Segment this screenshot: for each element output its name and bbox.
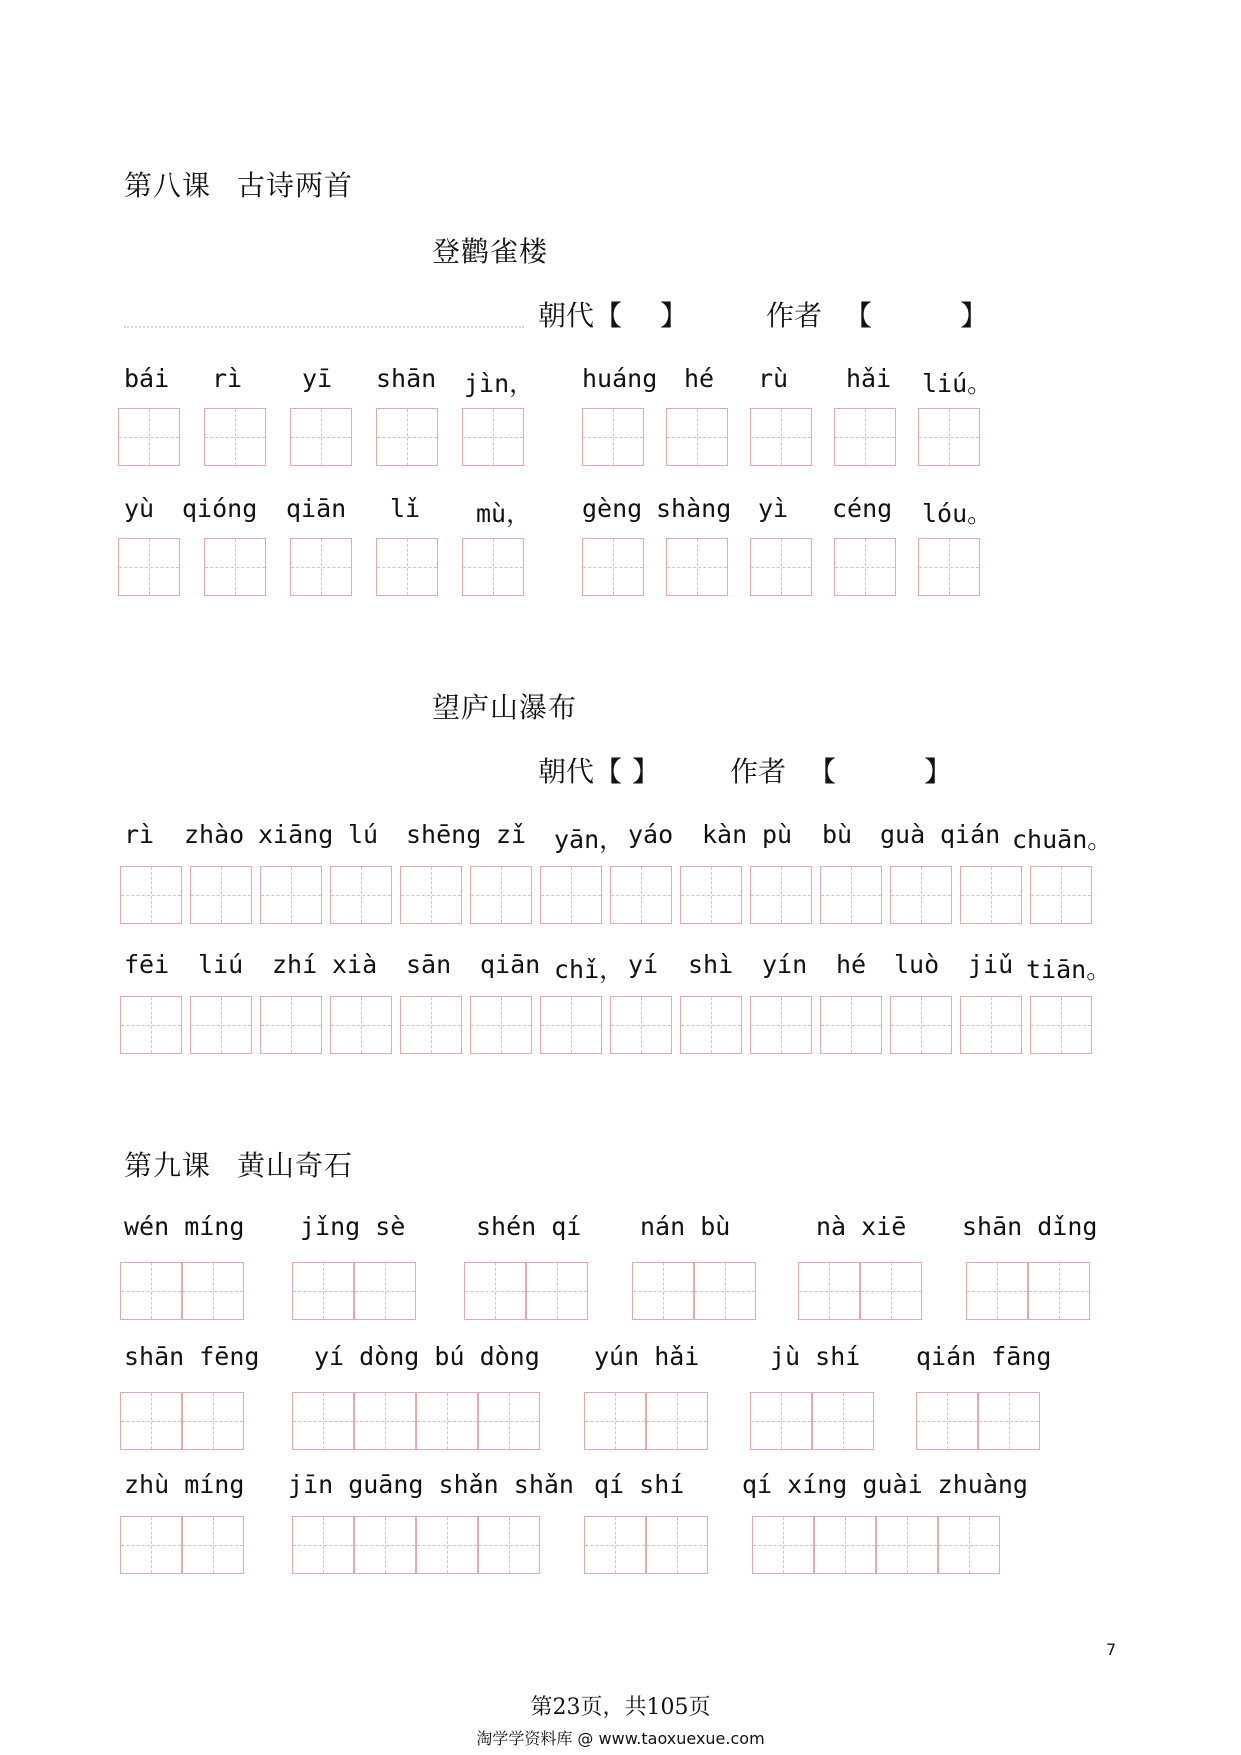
writing-cell[interactable] [120,1262,182,1320]
pinyin-syllable: hǎi [846,364,892,393]
writing-cell[interactable] [890,866,952,924]
poem-1-line-1-grid [0,408,1241,468]
poem-2-line-2-pinyin [0,950,1241,990]
pinyin-word: nán bù [640,1212,731,1241]
writing-cell[interactable] [938,1516,1000,1574]
writing-cell[interactable] [478,1392,540,1450]
lesson-9-row-3-grid [0,1516,1241,1576]
writing-cell[interactable] [646,1516,708,1574]
pinyin-syllable: xiāng [258,820,334,849]
pinyin-word: shén qí [476,1212,582,1241]
author-close: 】 [960,299,989,332]
pinyin-syllable: shàng [656,494,732,523]
lesson-9-subtitle: 黄山奇石 [237,1149,354,1182]
pinyin-syllable: yù [124,494,155,523]
writing-cell[interactable] [540,996,602,1054]
dynasty-label: 朝代【 [538,755,623,788]
pinyin-syllable: qiān [480,950,541,979]
writing-cell[interactable] [292,1262,354,1320]
lesson-9-row-1-pinyin [0,1212,1241,1252]
writing-cell[interactable] [750,996,812,1054]
pinyin-syllable: lú [348,820,379,849]
lesson-9-heading [124,1144,353,1184]
writing-cell[interactable] [978,1392,1040,1450]
pinyin-syllable: lǐ [390,494,421,523]
writing-cell[interactable] [820,996,882,1054]
pinyin-syllable: yáo [628,820,674,849]
pinyin-syllable: guà [880,820,926,849]
poem-1-line-1-pinyin [0,364,1241,404]
pinyin-syllable: hé [684,364,715,393]
lesson-8-title: 第八课 [124,169,212,202]
pinyin-syllable: tiān。 [1026,955,1112,984]
pinyin-syllable: zhí [272,950,318,979]
pinyin-syllable: yín [762,950,808,979]
writing-cell[interactable] [750,408,812,466]
pinyin-syllable: yān， [554,825,625,854]
writing-cell[interactable] [584,1516,646,1574]
author-label: 作者 [766,299,823,332]
writing-cell[interactable] [890,996,952,1054]
pinyin-syllable: xià [332,950,378,979]
writing-cell[interactable] [584,1392,646,1450]
poem-2-line-1-grid [0,866,1241,926]
writing-cell[interactable] [120,866,182,924]
writing-cell[interactable] [814,1516,876,1574]
pinyin-syllable: qiān [286,494,347,523]
writing-cell[interactable] [478,1516,540,1574]
page-number: 7 [1106,1640,1117,1659]
dynasty-close: 】 [632,755,661,788]
writing-cell[interactable] [190,866,252,924]
author-close: 】 [924,755,953,788]
pinyin-word: jīn guāng shǎn shǎn [288,1470,574,1499]
lesson-9-row-3-pinyin [0,1470,1241,1510]
poem-1-line-2-pinyin [0,494,1241,534]
poem-1-meta [538,294,988,334]
writing-cell[interactable] [290,408,352,466]
writing-cell[interactable] [118,408,180,466]
poem-2-title: 望庐山瀑布 [432,691,578,724]
footer-site: 淘学学资料库 @ www.taoxuexue.com [476,1729,765,1748]
pinyin-word: zhù míng [124,1470,245,1499]
writing-cell[interactable] [632,1262,694,1320]
writing-cell[interactable] [1028,1262,1090,1320]
writing-cell[interactable] [260,996,322,1054]
pinyin-syllable: chuān。 [1012,825,1113,854]
pinyin-syllable: yì [758,494,789,523]
writing-cell[interactable] [376,538,438,596]
lesson-9-title: 第九课 [124,1149,212,1182]
pinyin-word: nà xiē [816,1212,907,1241]
writing-cell[interactable] [118,538,180,596]
pinyin-syllable: kàn [702,820,748,849]
author-open: 【 [844,299,873,332]
writing-cell[interactable] [960,996,1022,1054]
writing-cell[interactable] [966,1262,1028,1320]
pinyin-syllable: zhào [184,820,245,849]
poem-1-title: 登鹳雀楼 [432,235,549,268]
pinyin-syllable: liú [198,950,244,979]
pinyin-syllable: hé [836,950,867,979]
writing-cell[interactable] [190,996,252,1054]
writing-cell[interactable] [182,1516,244,1574]
pinyin-word: jǐng sè [300,1212,406,1241]
writing-cell[interactable] [290,538,352,596]
writing-cell[interactable] [960,866,1022,924]
dotted-leader [124,326,524,328]
writing-cell[interactable] [204,408,266,466]
writing-cell[interactable] [582,538,644,596]
writing-cell[interactable] [292,1516,354,1574]
pinyin-word: yí dòng bú dòng [314,1342,540,1371]
writing-cell[interactable] [464,1262,526,1320]
writing-cell[interactable] [204,538,266,596]
pinyin-syllable: bù [822,820,853,849]
writing-cell[interactable] [750,538,812,596]
writing-cell[interactable] [876,1516,938,1574]
writing-cell[interactable] [416,1516,478,1574]
pinyin-syllable: luò [894,950,940,979]
pinyin-syllable: jìn， [464,369,535,398]
pinyin-syllable: bái [124,364,170,393]
writing-cell[interactable] [812,1392,874,1450]
pinyin-syllable: shān [376,364,437,393]
pinyin-syllable: fēi [124,950,170,979]
writing-cell[interactable] [470,866,532,924]
writing-cell[interactable] [462,538,524,596]
pinyin-syllable: qióng [182,494,258,523]
writing-cell[interactable] [834,538,896,596]
writing-cell[interactable] [694,1262,756,1320]
dynasty-close: 】 [660,299,689,332]
pinyin-syllable: sān [406,950,452,979]
pinyin-word: qí shí [594,1470,685,1499]
writing-cell[interactable] [400,996,462,1054]
pinyin-syllable: gèng [582,494,643,523]
writing-cell[interactable] [330,866,392,924]
writing-cell[interactable] [376,408,438,466]
pinyin-syllable: liú。 [922,369,993,398]
writing-cell[interactable] [820,866,882,924]
lesson-9-row-2-pinyin [0,1342,1241,1382]
writing-cell[interactable] [120,996,182,1054]
writing-cell[interactable] [646,1392,708,1450]
pinyin-syllable: yī [302,364,333,393]
writing-cell[interactable] [918,538,980,596]
writing-cell[interactable] [400,866,462,924]
writing-cell[interactable] [1030,996,1092,1054]
pinyin-syllable: zǐ [496,820,527,849]
writing-cell[interactable] [610,866,672,924]
writing-cell[interactable] [182,1392,244,1450]
writing-cell[interactable] [120,1392,182,1450]
writing-cell[interactable] [860,1262,922,1320]
writing-cell[interactable] [354,1516,416,1574]
writing-cell[interactable] [918,408,980,466]
writing-cell[interactable] [798,1262,860,1320]
poem-2-meta [538,750,952,790]
writing-cell[interactable] [752,1516,814,1574]
pinyin-word: qián fāng [916,1342,1052,1371]
pinyin-syllable: rì [124,820,155,849]
writing-cell[interactable] [120,1516,182,1574]
writing-cell[interactable] [416,1392,478,1450]
writing-cell[interactable] [1030,866,1092,924]
writing-cell[interactable] [470,996,532,1054]
writing-cell[interactable] [260,866,322,924]
pinyin-syllable: jiǔ [968,950,1014,979]
pinyin-word: jù shí [770,1342,861,1371]
poem-2-line-1-pinyin [0,820,1241,860]
pinyin-syllable: shì [688,950,734,979]
writing-cell[interactable] [666,408,728,466]
pinyin-syllable: rì [212,364,243,393]
writing-cell[interactable] [834,408,896,466]
pinyin-syllable: rù [758,364,789,393]
author-label: 作者 [730,755,787,788]
writing-cell[interactable] [540,866,602,924]
footer-page-count: 第23页，共105页 [530,1695,711,1720]
pinyin-syllable: yí [628,950,659,979]
pinyin-syllable: qián [940,820,1001,849]
pinyin-syllable: lóu。 [922,499,993,528]
pinyin-syllable: pù [762,820,793,849]
poem-1-line-2-grid [0,538,1241,598]
writing-cell[interactable] [666,538,728,596]
writing-cell[interactable] [462,408,524,466]
poem-2-line-2-grid [0,996,1241,1056]
writing-cell[interactable] [292,1392,354,1450]
pinyin-word: wén míng [124,1212,245,1241]
pinyin-word: shān fēng [124,1342,260,1371]
writing-cell[interactable] [526,1262,588,1320]
pinyin-word: shān dǐng [962,1212,1098,1241]
pinyin-word: qí xíng guài zhuàng [742,1470,1028,1499]
lesson-8-subtitle: 古诗两首 [237,169,354,202]
pinyin-syllable: shēng [406,820,482,849]
lesson-8-heading [124,164,353,204]
pinyin-syllable: mù， [476,499,532,528]
lesson-9-row-2-grid [0,1392,1241,1452]
writing-cell[interactable] [610,996,672,1054]
writing-cell[interactable] [750,866,812,924]
pinyin-syllable: chǐ， [554,955,625,984]
author-open: 【 [808,755,837,788]
writing-cell[interactable] [582,408,644,466]
writing-cell[interactable] [680,866,742,924]
writing-cell[interactable] [182,1262,244,1320]
writing-cell[interactable] [680,996,742,1054]
writing-cell[interactable] [750,1392,812,1450]
lesson-9-row-1-grid [0,1262,1241,1322]
pinyin-syllable: céng [832,494,893,523]
writing-cell[interactable] [916,1392,978,1450]
writing-cell[interactable] [330,996,392,1054]
writing-cell[interactable] [354,1392,416,1450]
pinyin-word: yún hǎi [594,1342,700,1371]
dynasty-label: 朝代【 [538,299,623,332]
writing-cell[interactable] [354,1262,416,1320]
pinyin-syllable: huáng [582,364,658,393]
